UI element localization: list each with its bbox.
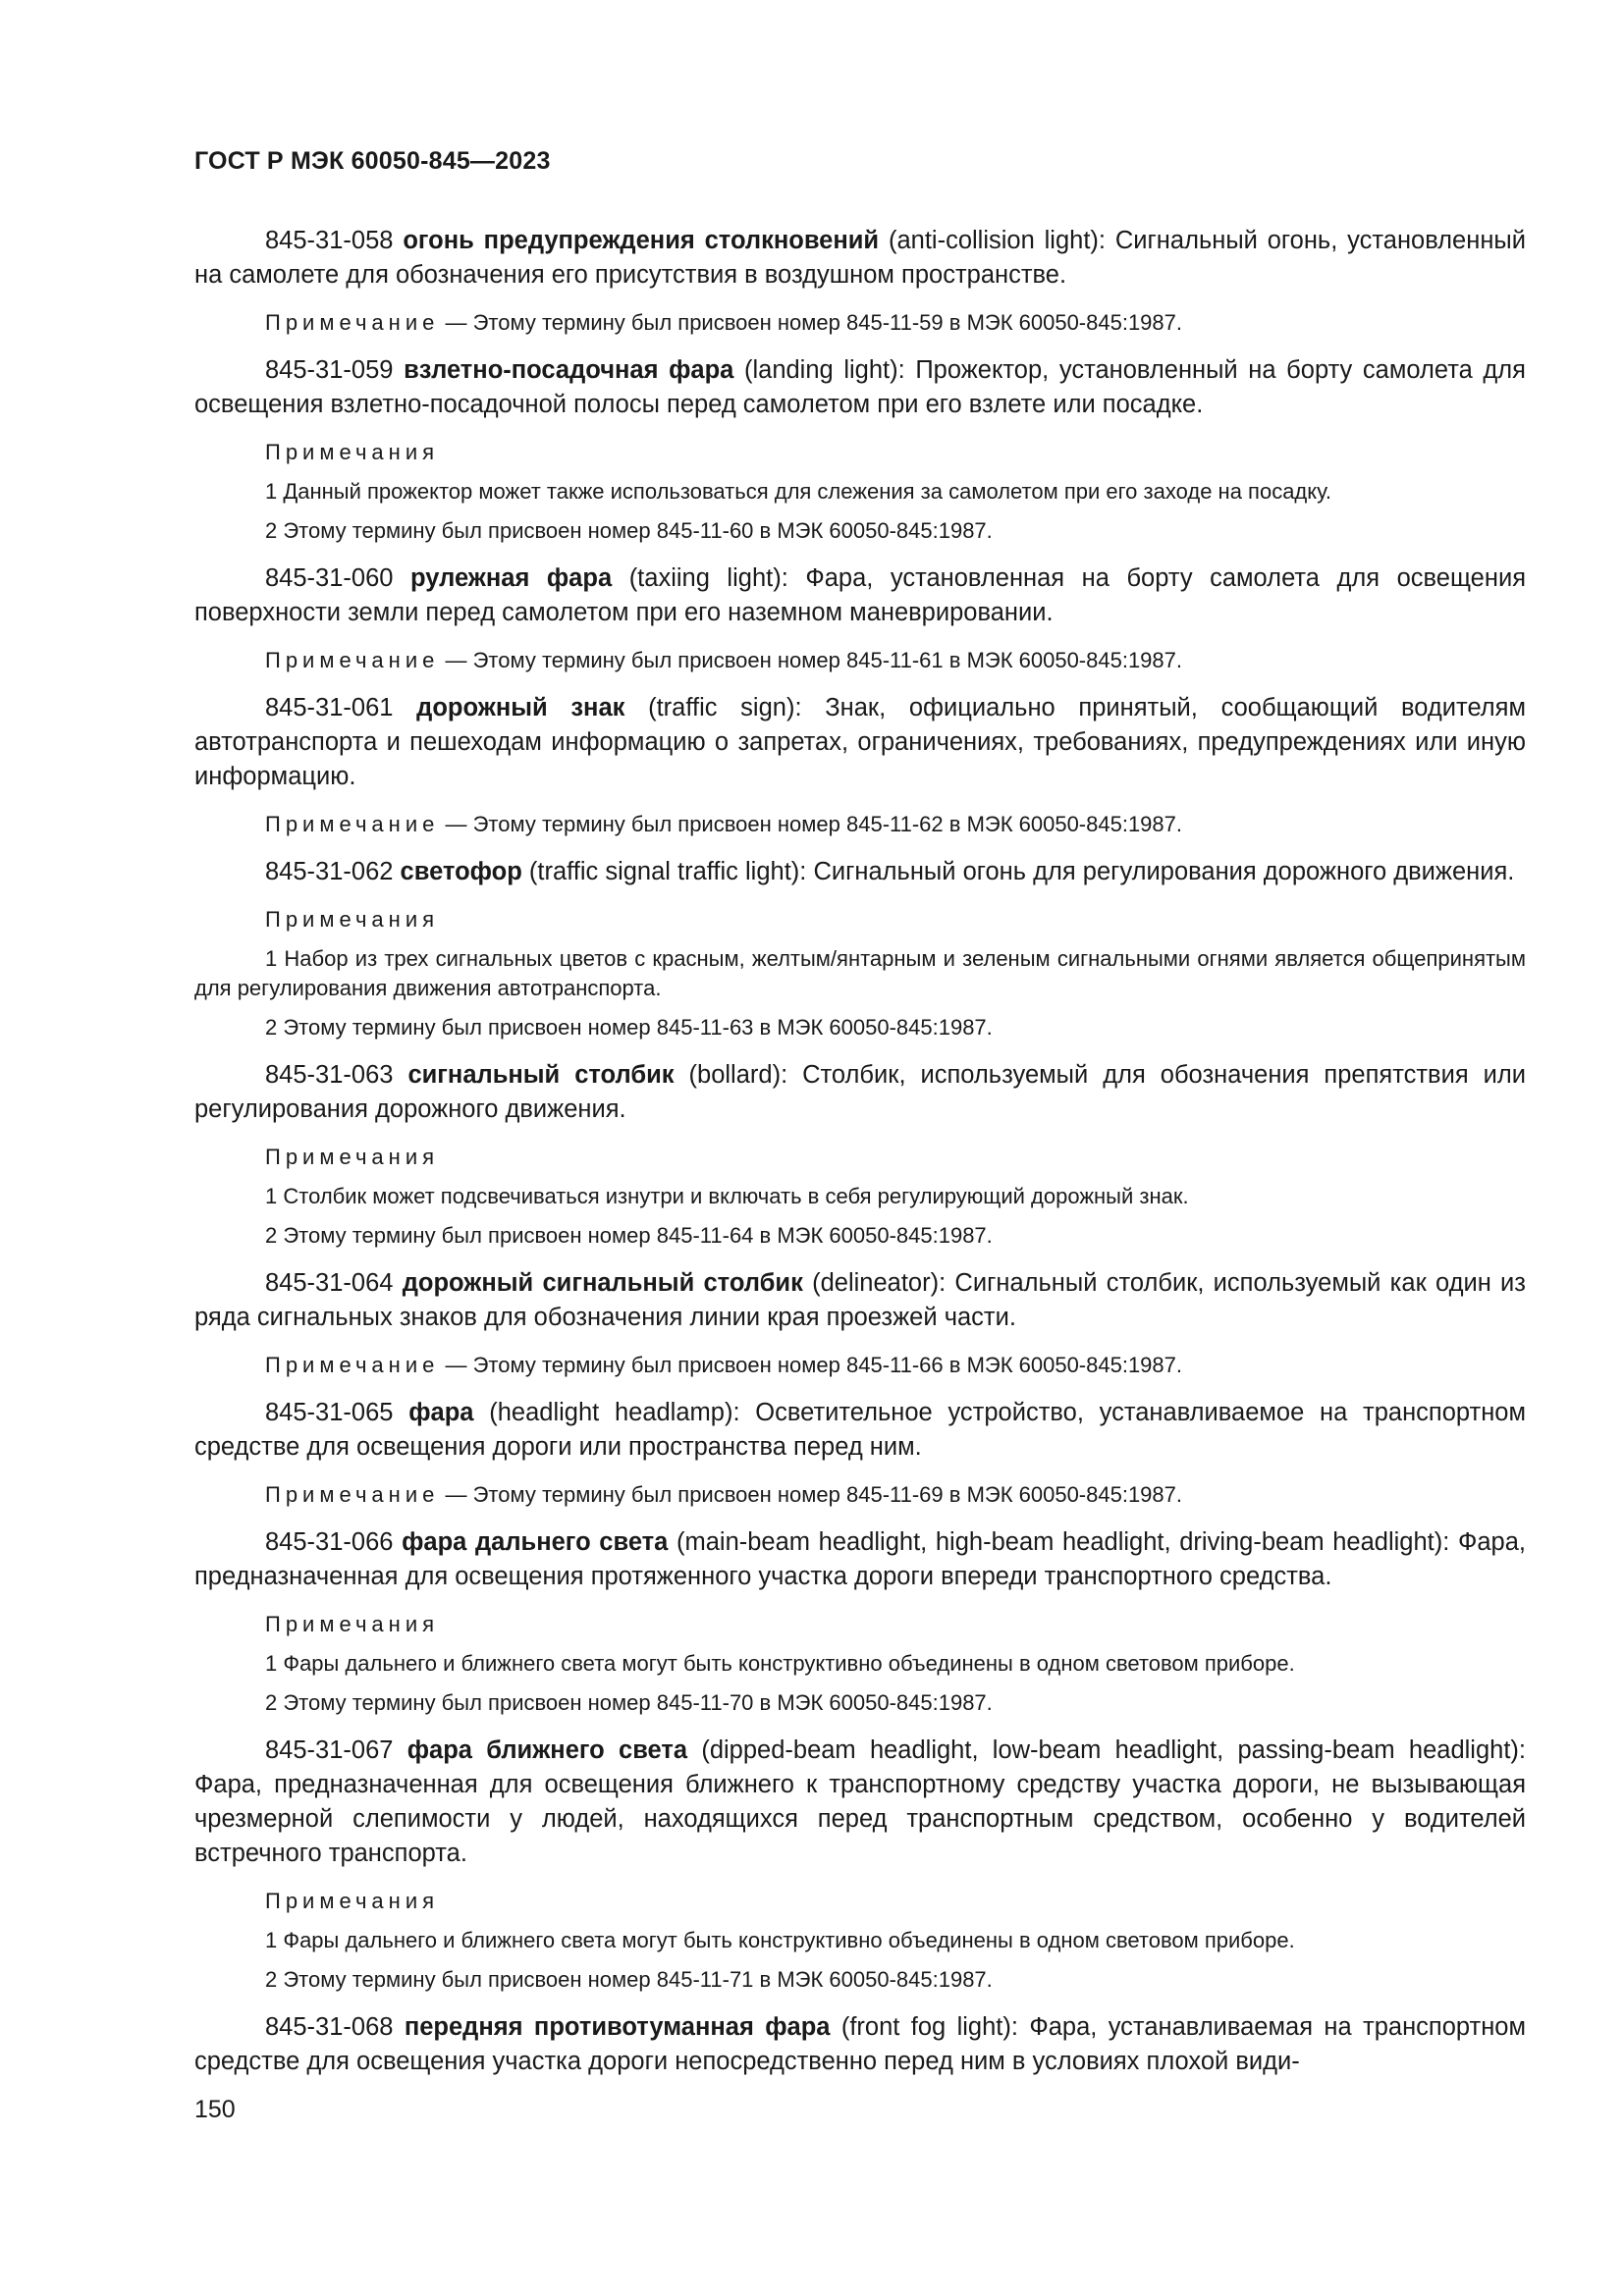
note [194,810,1526,839]
term-number: 845-31-063 [265,1061,394,1089]
term-number: 845-31-065 [265,1399,394,1426]
page-number: 150 [194,2096,236,2123]
term-definition: (main-beam headlight, high-beam headlight, driving-beam headlight): Фара, предназначенная для освещения протяженного участка дороги впереди транспортного средства. [194,1528,1526,1590]
term-name: рулежная фара [410,564,613,592]
term-number: 845-31-060 [265,564,394,592]
term-entry [194,855,1526,889]
term-definition: (bollard): Столбик, используемый для обозначения препятствия или регулирования дорожного движения. [194,1061,1526,1123]
notes-heading: Примечания [265,1145,440,1169]
term-number: 845-31-068 [265,2013,394,2041]
term-name: фара ближнего света [406,1736,688,1764]
notes-heading: Примечания [265,440,440,464]
note-text: — Этому термину был присвоен номер 845-11-66 в МЭК 60050-845:1987. [445,1353,1183,1377]
note-label: Примечание [265,310,440,335]
term-entry [194,1525,1526,1594]
note-label: Примечание [265,1353,440,1377]
term-entry [194,1396,1526,1465]
term-name: фара дальнего света [402,1528,669,1556]
term-definition: (front fog light): Фара, устанавливаемая на транспортном средстве для освещения участка дороги непосредственно перед ним в условиях плохой види- [194,2013,1526,2075]
term-name: фара [408,1399,474,1426]
term-entry [194,224,1526,293]
notes-heading: Примечания [265,1612,440,1636]
term-entry [194,2010,1526,2079]
note-item: 1 Фары дальнего и ближнего света могут быть конструктивно объединены в одном световом приборе. [265,1928,1295,1952]
note-item: 2 Этому термину был присвоен номер 845-11-64 в МЭК 60050-845:1987. [265,1223,993,1248]
document-body [194,224,1526,2095]
term-entry [194,1734,1526,1871]
page-header: ГОСТ Р МЭК 60050-845—2023 [194,147,551,175]
term-number: 845-31-062 [265,858,394,885]
term-entry [194,353,1526,422]
note-item: 1 Фары дальнего и ближнего света могут быть конструктивно объединены в одном световом приборе. [265,1651,1295,1676]
term-entry [194,691,1526,794]
term-definition: (anti-collision light): Сигнальный огонь, установленный на самолете для обозначения его присутствия в воздушном пространстве. [194,227,1526,289]
note-label: Примечание [265,1482,440,1507]
note [194,1480,1526,1510]
term-number: 845-31-059 [265,356,394,384]
notes-heading: Примечания [265,1889,440,1913]
term-name: огонь предупреждения столкновений [403,227,880,254]
term-number: 845-31-067 [265,1736,394,1764]
note-text: — Этому термину был присвоен номер 845-11-62 в МЭК 60050-845:1987. [445,812,1183,836]
term-number: 845-31-058 [265,227,394,254]
note-item: 2 Этому термину был присвоен номер 845-11-60 в МЭК 60050-845:1987. [265,518,993,543]
note-text: — Этому термину был присвоен номер 845-11-69 в МЭК 60050-845:1987. [445,1482,1183,1507]
term-name: взлетно-посадочная фара [404,356,734,384]
term-entry [194,1058,1526,1127]
term-name: дорожный знак [416,694,625,721]
term-name: передняя противотуманная фара [404,2013,831,2041]
term-definition: (headlight headlamp): Осветительное устройство, устанавливаемое на транспортном средстве для освещения дороги или пространства перед ним. [194,1399,1526,1461]
term-definition: (traffic sign): Знак, официально принятый, сообщающий водителям автотранспорта и пешеходам информацию о запретах, ограничениях, требованиях, предупреждениях или иную информацию. [194,694,1526,790]
note-item: 2 Этому термину был присвоен номер 845-11-71 в МЭК 60050-845:1987. [265,1967,993,1992]
term-definition: (traffic signal traffic light): Сигнальный огонь для регулирования дорожного движения. [528,858,1515,885]
term-definition: (dipped-beam headlight, low-beam headlight, passing-beam headlight): Фара, предназначенная для освещения ближнего к транспортному средству участка дороги, не вызывающая чрезмерной слепимости у людей, находящихся перед транспортным средством, особенно у водителей встречного транспорта. [194,1736,1526,1867]
term-name: сигнальный столбик [407,1061,675,1089]
note-label: Примечание [265,812,440,836]
term-definition: (landing light): Прожектор, установленный на борту самолета для освещения взлетно-посадочной полосы перед самолетом при его взлете или посадке. [194,356,1526,418]
notes-heading: Примечания [265,907,440,932]
term-entry [194,1266,1526,1335]
term-name: дорожный сигнальный столбик [402,1269,803,1297]
term-number: 845-31-066 [265,1528,394,1556]
note [194,308,1526,338]
term-entry [194,561,1526,630]
note-item: 1 Набор из трех сигнальных цветов с красным, желтым/янтарным и зеленым сигнальными огнями является общепринятым для регулирования движения автотранспорта. [194,946,1526,1000]
term-name: светофор [400,858,522,885]
term-definition: (delineator): Сигнальный столбик, используемый как один из ряда сигнальных знаков для обозначения линии края проезжей части. [194,1269,1526,1331]
note-label: Примечание [265,648,440,672]
note-text: — Этому термину был присвоен номер 845-11-61 в МЭК 60050-845:1987. [445,648,1183,672]
note [194,646,1526,675]
note-item: 2 Этому термину был присвоен номер 845-11-70 в МЭК 60050-845:1987. [265,1690,993,1715]
note-item: 1 Столбик может подсвечиваться изнутри и включать в себя регулирующий дорожный знак. [265,1184,1189,1208]
term-number: 845-31-064 [265,1269,394,1297]
note-item: 2 Этому термину был присвоен номер 845-11-63 в МЭК 60050-845:1987. [265,1015,993,1040]
note [194,1351,1526,1380]
note-text: — Этому термину был присвоен номер 845-11-59 в МЭК 60050-845:1987. [445,310,1183,335]
term-number: 845-31-061 [265,694,394,721]
note-item: 1 Данный прожектор может также использоваться для слежения за самолетом при его заходе на посадку. [265,479,1332,504]
term-definition: (taxiing light): Фара, установленная на борту самолета для освещения поверхности земли перед самолетом при его наземном маневрировании. [194,564,1526,626]
